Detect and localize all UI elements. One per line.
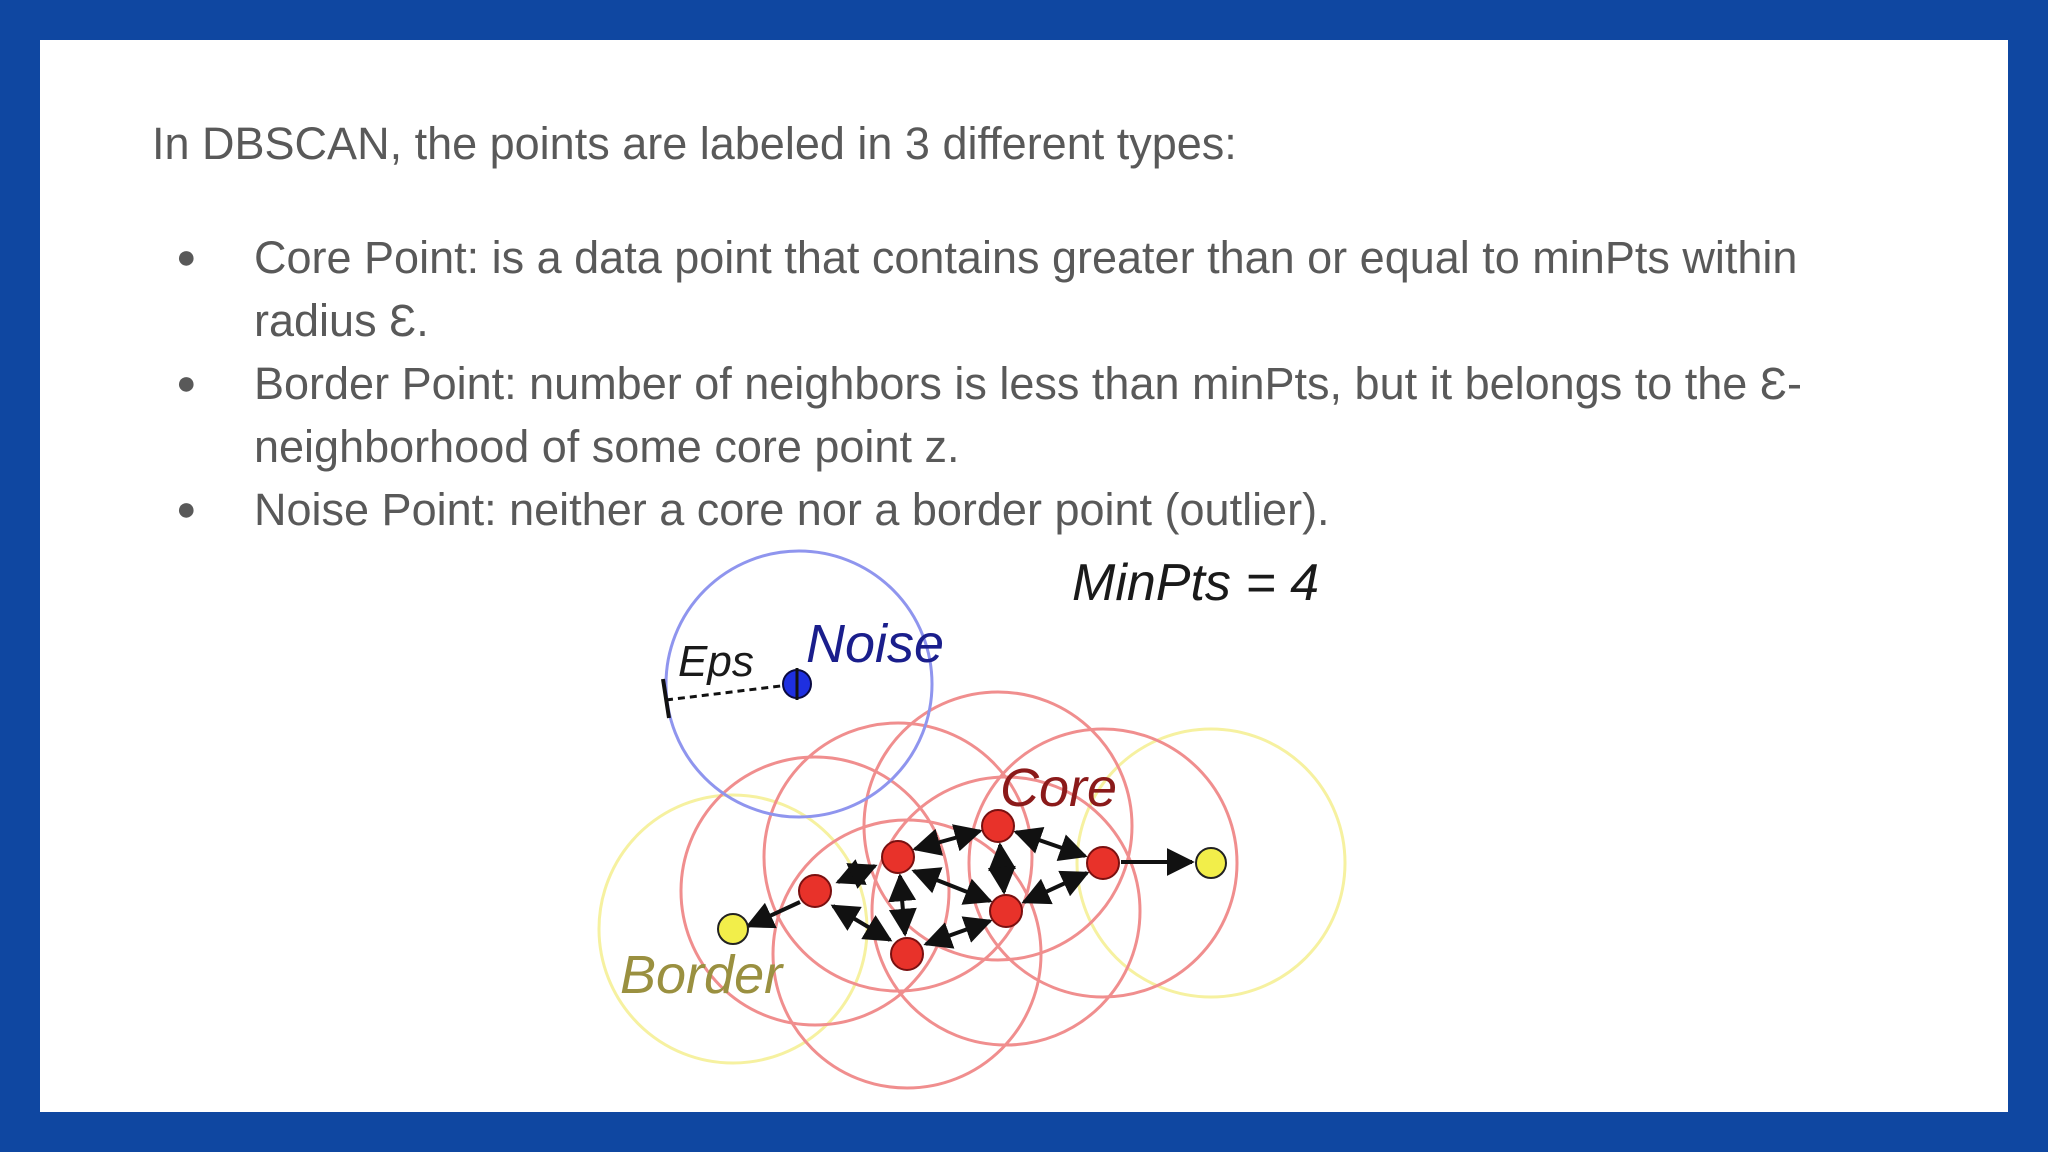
bullet-text: Noise Point: neither a core nor a border point (outlier). <box>254 484 1330 535</box>
bullet-marker: ● <box>176 490 197 528</box>
bullet-text: Core Point: is a data point that contains greater than or equal to minPts within radius Ɛ. <box>254 232 1798 346</box>
core-label: Core <box>1000 758 1118 818</box>
eps-radius-line <box>666 684 797 700</box>
eps-label: Eps <box>678 637 754 686</box>
arrow <box>900 876 905 934</box>
minpts-label: MinPts = 4 <box>1072 554 1320 612</box>
core-point <box>891 938 923 970</box>
arrow <box>1000 845 1004 892</box>
intro-text: In DBSCAN, the points are labeled in 3 different types: <box>152 118 1237 169</box>
bullet-marker: ● <box>176 238 197 276</box>
arrow <box>914 871 990 901</box>
bullet-marker: ● <box>176 364 197 402</box>
border-label: Border <box>620 945 783 1005</box>
core-point <box>1087 847 1119 879</box>
arrow <box>1016 832 1085 856</box>
noise-label: Noise <box>806 614 945 674</box>
arrow <box>1024 873 1087 902</box>
border-point <box>718 914 748 944</box>
bullet-text: Border Point: number of neighbors is less than minPts, but it belongs to the Ɛ-neighborhood of some core point z. <box>254 358 1802 472</box>
core-point <box>990 895 1022 927</box>
arrow <box>833 906 890 940</box>
core-point <box>799 875 831 907</box>
arrow <box>926 921 990 944</box>
border-point <box>1196 848 1226 878</box>
core-point <box>882 841 914 873</box>
